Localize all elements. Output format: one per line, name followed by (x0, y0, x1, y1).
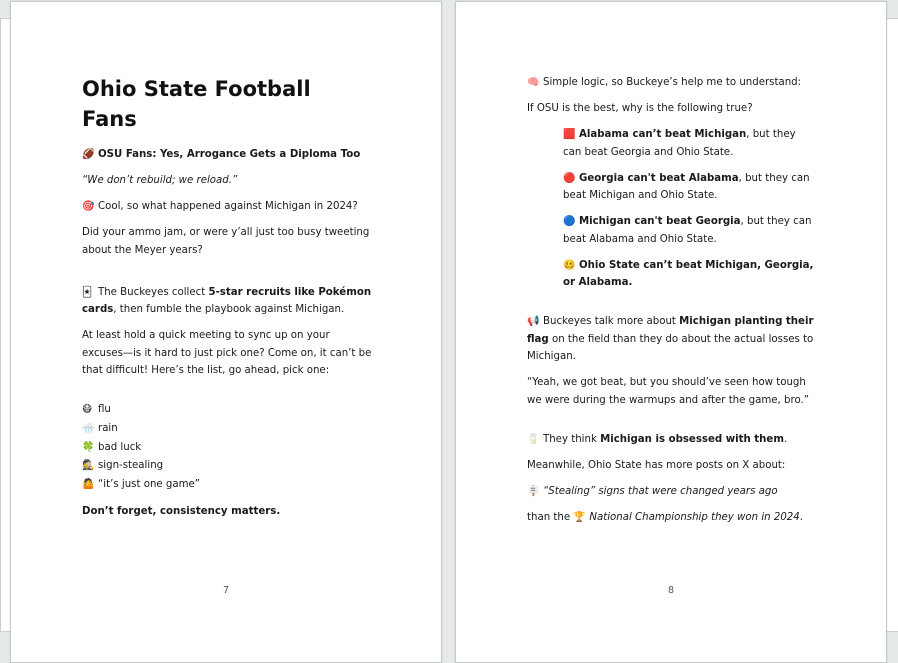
text: Cool, so what happened against Michigan in 2024? (98, 201, 358, 212)
bold-text: Don’t forget, consistency matters. (82, 505, 281, 517)
shrug-icon: 🤷 (82, 479, 95, 491)
spacer (527, 300, 817, 313)
heading-bold-text: OSU Fans: Yes, Arrogance Gets a Diploma Too (98, 149, 361, 160)
text: They think (543, 433, 601, 445)
paragraph-flag (527, 313, 817, 366)
page-8-content (527, 74, 817, 535)
blue-circle-icon: 🔵 (563, 216, 576, 227)
bold-text: 5-star recruits like Pokémon cards (82, 286, 372, 315)
brain-icon: 🧠 (527, 77, 540, 88)
bold-text: Georgia can't beat Alabama (579, 172, 739, 184)
bold-text: Michigan is obsessed with them (600, 433, 784, 445)
quote-reload: “We don’t rebuild; we reload.” (82, 175, 238, 186)
paragraph-obsessed (527, 431, 817, 449)
page-number: 8 (667, 585, 675, 596)
list-item-label: bad luck (98, 441, 142, 453)
card-icon: 🃏 (82, 286, 93, 298)
logic-list (563, 126, 817, 292)
red-circle-icon: 🔴 (563, 172, 576, 184)
trophy-icon: 🏆 (573, 511, 586, 523)
red-square-icon: 🟥 (563, 129, 576, 140)
bold-text: Alabama can’t beat Michigan (579, 129, 747, 140)
paragraph-osu-fans (82, 146, 372, 164)
list-item (82, 401, 372, 420)
document-page-7 (10, 1, 442, 663)
megaphone-icon: 📢 (527, 316, 540, 327)
text: , but they can beat Michigan and Ohio State. (563, 172, 810, 201)
text: , but they can beat Alabama and Ohio State. (563, 216, 812, 245)
football-icon: 🏈 (82, 149, 95, 160)
list-item (563, 126, 817, 161)
list-item (82, 476, 372, 495)
paragraph-posts-on-x: Meanwhile, Ohio State has more posts on X about: (527, 459, 786, 471)
list-item (563, 170, 817, 205)
milk-icon: 🥛 (527, 433, 540, 445)
list-item (82, 439, 372, 458)
page-title: Ohio State Football Fans (82, 77, 311, 131)
mask-face-icon: 😷 (82, 404, 93, 415)
paragraph-question: If OSU is the best, why is the following true? (527, 103, 753, 114)
text: on the field than they do about the actual losses to Michigan. (527, 333, 814, 362)
closing-line (82, 503, 372, 521)
italic-text: National Championship they won in 2024 (589, 511, 800, 523)
paragraph-michigan-2024 (82, 198, 372, 216)
document-page-8 (455, 1, 887, 663)
list-item (563, 257, 817, 292)
text: , but they can beat Georgia and Ohio State. (563, 129, 796, 158)
woozy-face-icon: 🥴 (563, 259, 576, 271)
paragraph-championship (527, 509, 817, 527)
text: . (783, 433, 788, 445)
paragraph-ammo: Did your ammo jam, or were y’all just too busy tweeting about the Meyer years? (82, 227, 370, 256)
page-number: 7 (222, 585, 230, 596)
clover-icon: 🍀 (82, 441, 95, 453)
bold-text: Michigan can't beat Georgia (579, 216, 741, 227)
spacer (527, 418, 817, 431)
quote-warmups: “Yeah, we got beat, but you should’ve seen how tough we were during the warmups and after the game, bro.” (527, 377, 810, 406)
list-item-label: rain (98, 422, 118, 434)
detective-icon: 🕵️ (82, 460, 95, 472)
target-icon: 🎯 (82, 201, 95, 212)
list-item-label: “it’s just one game” (98, 479, 201, 491)
text: Buckeyes talk more about (543, 316, 680, 327)
paragraph-recruits (82, 284, 372, 319)
list-item (563, 213, 817, 248)
bold-text: Ohio State can’t beat Michigan, Georgia, or Alabama. (563, 259, 814, 288)
spacer (82, 388, 372, 401)
bold-text: Michigan planting their flag (527, 316, 814, 345)
text: , then fumble the playbook against Michigan. (113, 304, 345, 315)
text: Simple logic, so Buckeye’s help me to understand: (543, 77, 802, 88)
rain-cloud-icon: 🌧️ (82, 422, 95, 434)
text: . (799, 511, 804, 523)
paragraph-excuses-intro: At least hold a quick meeting to sync up on your excuses—is it hard to just pick one? Come on, it can’t be that difficult! Here’s the list, go ahead, pick one: (82, 330, 372, 376)
italic-text: “Stealing” signs that were changed years ago (543, 485, 778, 497)
paragraph-simple-logic (527, 74, 817, 92)
list-item-label: sign-stealing (98, 460, 164, 472)
excuse-list (82, 401, 372, 495)
paragraph-signs (527, 483, 817, 501)
list-item (82, 457, 372, 476)
list-item (82, 420, 372, 439)
text: The Buckeyes collect (98, 286, 209, 298)
text: than the (527, 511, 574, 523)
spacer (82, 268, 372, 284)
placard-icon: 🪧 (527, 485, 540, 497)
list-item-label: flu (98, 404, 111, 415)
page-7-content (82, 74, 372, 529)
